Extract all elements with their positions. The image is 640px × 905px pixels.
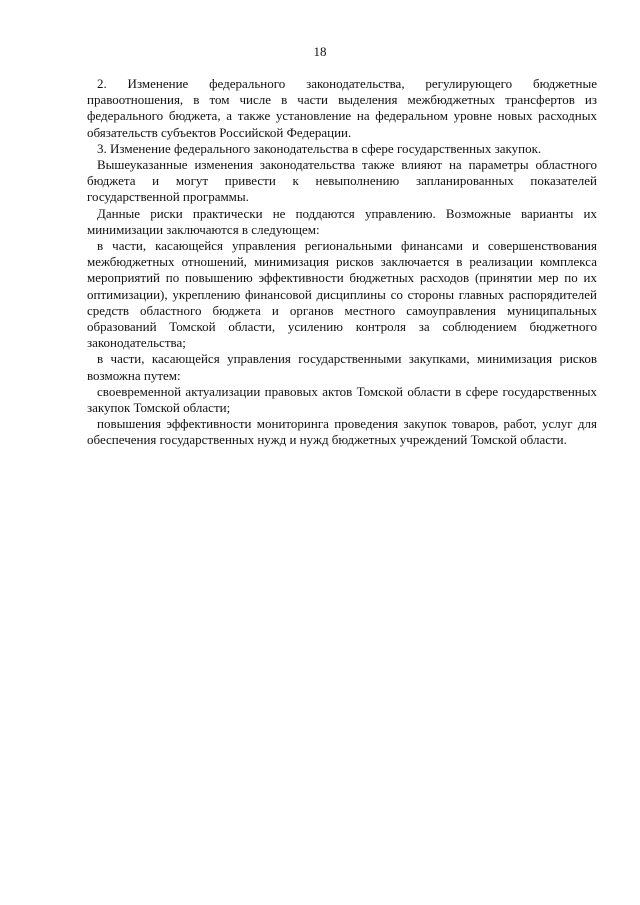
paragraph-legal-acts-update: своевременной актуализации правовых актов Томской области в сфере государственных закупок Томской области; (87, 383, 597, 416)
paragraph-budget-impact: Вышеуказанные изменения законодательства также влияют на параметры областного бюджета и могут привести к невыполнению запланированных показателей государственной программы. (87, 157, 597, 205)
paragraph-monitoring-efficiency: повышения эффективности мониторинга проведения закупок товаров, работ, услуг для обеспечения государственных нужд и нужд бюджетных учреждений Томской области. (87, 416, 597, 448)
paragraph-risk-minimization: Данные риски практически не поддаются управлению. Возможные варианты их минимизации заключаются в следующем: (87, 205, 597, 237)
paragraph-legislation-budget: 2. Изменение федерального законодательства, регулирующего бюджетные правоотношения, в том числе в части выделения межбюджетных трансфертов из федерального бюджета, а также установление на федеральном уровне новых расходных обязательств субъектов Российской Федерации. (87, 76, 597, 140)
page-number: 18 (313, 44, 327, 59)
document-body (87, 76, 597, 449)
paragraph-regional-finance: в части, касающейся управления региональными финансами и совершенствования межбюджетных отношений, минимизация рисков заключается в реализации комплекса мероприятий по повышению эффективности бюджетных расходов (принятии мер по их оптимизации), укреплению финансовой дисциплины со стороны главных распорядителей средств областного бюджета и органов местного самоуправления муниципальных образований Томской области, усилению контроля за соблюдением бюджетного законодательства; (87, 238, 597, 351)
paragraph-procurement-management: в части, касающейся управления государственными закупками, минимизация рисков возможна путем: (87, 351, 597, 383)
paragraph-legislation-procurement: 3. Изменение федерального законодательства в сфере государственных закупок. (97, 140, 542, 156)
